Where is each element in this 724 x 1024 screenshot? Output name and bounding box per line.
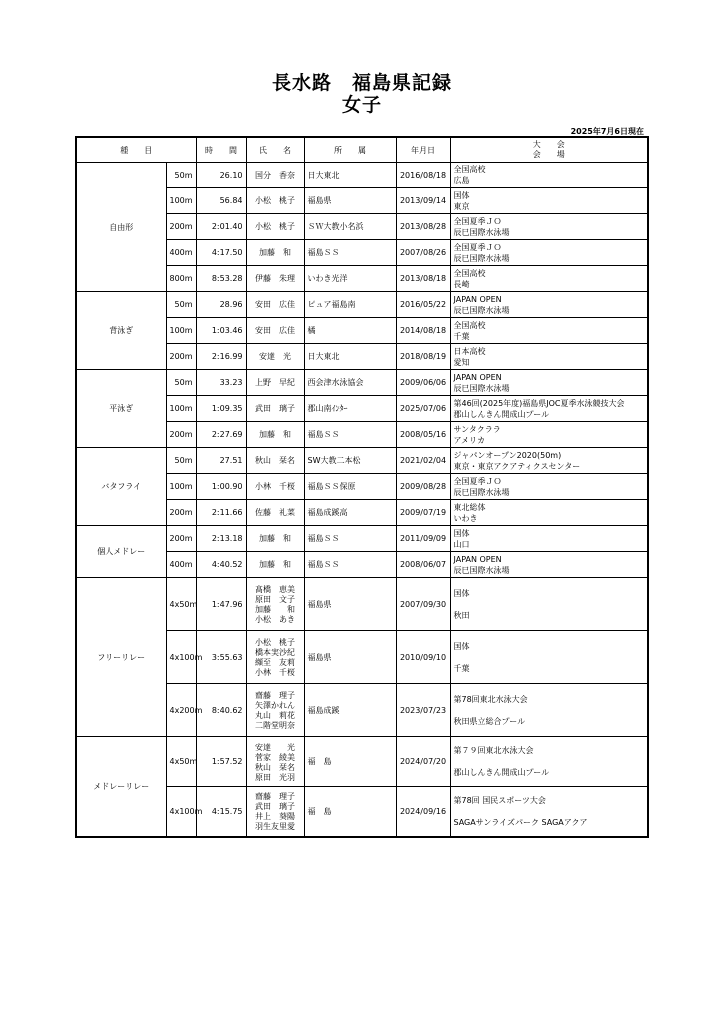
name-cell: 安田 広佳 — [246, 292, 304, 318]
page-subtitle: 女子 — [341, 94, 382, 116]
time-cell: 2:01.40 — [196, 214, 246, 240]
date-cell: 2016/05/22 — [396, 292, 450, 318]
as-of-date: 2025年7月6日現在 — [570, 127, 644, 136]
meet-cell — [450, 163, 648, 188]
relay-swimmer: 髙橋 恵美 — [255, 585, 295, 594]
table-row — [76, 163, 648, 188]
name-cell: 加藤 和 — [246, 526, 304, 552]
team-cell: 福 島 — [304, 787, 396, 837]
meet-name: 全国高校 — [453, 268, 486, 278]
distance-cell: 200m — [166, 344, 196, 370]
name-cell: 小松 桃子 — [246, 214, 304, 240]
team-cell: 福島ＳＳ — [304, 526, 396, 552]
date-cell: 2008/06/07 — [396, 552, 450, 578]
team-cell: 郡山南ｲﾝﾀｰ — [304, 396, 396, 422]
distance-cell: 400m — [166, 240, 196, 266]
venue-name: 郡山しんきん開成山プール — [453, 768, 550, 777]
venue-name: 辰巳国際水泳場 — [453, 487, 510, 497]
relay-swimmer: 加藤 和 — [255, 605, 295, 614]
venue-name: 東京・東京アクアティクスセンター — [453, 461, 581, 471]
table-row — [76, 370, 648, 396]
team-cell: ＳＷ大教小名浜 — [304, 214, 396, 240]
team-cell: 福島成蹊高 — [304, 500, 396, 526]
relay-swimmer: 安達 光 — [255, 742, 295, 752]
distance-cell: 200m — [166, 526, 196, 552]
relay-swimmer: 菅家 綾美 — [255, 752, 295, 762]
time-cell: 1:00.90 — [196, 474, 246, 500]
meet-cell — [450, 552, 648, 578]
time-cell: 8:40.62 — [196, 684, 246, 737]
event-butterfly: バタフライ — [76, 448, 166, 526]
time-cell: 28.96 — [196, 292, 246, 318]
distance-cell: 200m — [166, 422, 196, 448]
name-cell: 加藤 和 — [246, 240, 304, 266]
meet-name: 第７９回東北水泳大会 — [453, 746, 534, 755]
relay-swimmer: 橋本実沙紀 — [255, 648, 295, 657]
time-cell: 8:53.28 — [196, 266, 246, 292]
relay-names-cell — [246, 578, 304, 631]
distance-cell: 4x200m — [166, 684, 196, 737]
event-freestyle: 自由形 — [76, 163, 166, 292]
venue-name: 辰巳国際水泳場 — [453, 253, 510, 263]
time-cell: 1:03.46 — [196, 318, 246, 344]
distance-cell: 50m — [166, 448, 196, 474]
meet-name: 全国高校 — [453, 320, 486, 330]
meet-cell — [450, 500, 648, 526]
relay-swimmer: 二階堂明奈 — [255, 721, 295, 730]
date-cell: 2009/08/28 — [396, 474, 450, 500]
event-breaststroke: 平泳ぎ — [76, 370, 166, 448]
name-cell: 小林 千桜 — [246, 474, 304, 500]
event-backstroke: 背泳ぎ — [76, 292, 166, 370]
table-row — [76, 292, 648, 318]
team-cell: 福島県 — [304, 188, 396, 214]
time-cell: 56.84 — [196, 188, 246, 214]
distance-cell: 4x50m — [166, 578, 196, 631]
date-cell: 2021/02/04 — [396, 448, 450, 474]
relay-swimmer: 武田 璃子 — [255, 802, 295, 812]
venue-name: 辰巳国際水泳場 — [453, 383, 510, 393]
time-cell: 33.23 — [196, 370, 246, 396]
date-cell: 2007/08/26 — [396, 240, 450, 266]
relay-swimmer: 原田 文子 — [255, 595, 295, 604]
time-cell: 1:57.52 — [196, 737, 246, 787]
time-cell: 1:09.35 — [196, 396, 246, 422]
relay-names-cell — [246, 787, 304, 837]
team-cell: 福島ＳＳ — [304, 552, 396, 578]
distance-cell: 100m — [166, 188, 196, 214]
date-cell: 2011/09/09 — [396, 526, 450, 552]
meet-name: ジャパンオープン2020(50m) — [453, 450, 562, 460]
date-cell: 2013/08/28 — [396, 214, 450, 240]
team-cell: 福島県 — [304, 578, 396, 631]
time-cell: 2:13.18 — [196, 526, 246, 552]
table-row — [76, 578, 648, 631]
meet-name: 国体 — [453, 641, 470, 651]
team-cell: ピュア福島南 — [304, 292, 396, 318]
date-cell: 2016/08/18 — [396, 163, 450, 188]
date-cell: 2023/07/23 — [396, 684, 450, 737]
time-cell: 27.51 — [196, 448, 246, 474]
meet-name: 第46回(2025年度)福島県JOC夏季水泳競技大会 — [453, 398, 625, 408]
time-cell: 2:11.66 — [196, 500, 246, 526]
name-cell: 秋山 栞名 — [246, 448, 304, 474]
header-time: 時 間 — [196, 137, 246, 163]
distance-cell: 100m — [166, 474, 196, 500]
team-cell: 福島県 — [304, 631, 396, 684]
venue-name: 愛知 — [453, 357, 470, 367]
date-cell: 2024/07/20 — [396, 737, 450, 787]
venue-name: 長崎 — [453, 279, 470, 289]
header-meet: 大 会 — [532, 140, 565, 149]
date-cell: 2013/08/18 — [396, 266, 450, 292]
date-cell: 2018/08/19 — [396, 344, 450, 370]
venue-name: 秋田県立総合プール — [453, 716, 526, 726]
distance-cell: 400m — [166, 552, 196, 578]
distance-cell: 4x100m — [166, 787, 196, 837]
team-cell: 日大東北 — [304, 163, 396, 188]
team-cell: 西会津水泳協会 — [304, 370, 396, 396]
meet-name: 全国夏季ＪＯ — [453, 476, 502, 486]
venue-name: 辰巳国際水泳場 — [453, 565, 510, 575]
event-medley-relay: メドレーリレー — [76, 737, 166, 837]
meet-cell — [450, 578, 648, 631]
relay-swimmer: 小林 千桜 — [255, 668, 295, 677]
time-cell: 4:15.75 — [196, 787, 246, 837]
distance-cell: 50m — [166, 292, 196, 318]
name-cell: 上野 早紀 — [246, 370, 304, 396]
table-row — [76, 448, 648, 474]
meet-name: 国体 — [453, 190, 470, 200]
meet-cell — [450, 526, 648, 552]
distance-cell: 4x50m — [166, 737, 196, 787]
header-event: 種 目 — [76, 137, 196, 163]
header-date: 年月日 — [396, 137, 450, 163]
meet-cell — [450, 188, 648, 214]
venue-name: 山口 — [453, 539, 470, 549]
meet-name: 国体 — [453, 588, 470, 598]
meet-cell — [450, 474, 648, 500]
date-cell: 2025/07/06 — [396, 396, 450, 422]
team-cell: 福島成蹊 — [304, 684, 396, 737]
time-cell: 4:17.50 — [196, 240, 246, 266]
relay-swimmer: 纐至 友莉 — [255, 658, 295, 667]
name-cell: 小松 桃子 — [246, 188, 304, 214]
date-cell: 2007/09/30 — [396, 578, 450, 631]
relay-names-cell — [246, 737, 304, 787]
name-cell: 安達 光 — [246, 344, 304, 370]
date-cell: 2013/09/14 — [396, 188, 450, 214]
event-free-relay: フリーリレー — [76, 578, 166, 737]
meet-name: 全国高校 — [453, 165, 486, 174]
date-cell: 2009/07/19 — [396, 500, 450, 526]
date-cell: 2009/06/06 — [396, 370, 450, 396]
date-cell: 2024/09/16 — [396, 787, 450, 837]
team-cell: 福島ＳＳ — [304, 240, 396, 266]
venue-name: 千葉 — [453, 331, 470, 341]
name-cell: 佐藤 礼菜 — [246, 500, 304, 526]
name-cell: 武田 璃子 — [246, 396, 304, 422]
distance-cell: 800m — [166, 266, 196, 292]
meet-name: 第78回 国民スポーツ大会 — [453, 795, 546, 805]
header-venue: 会 場 — [532, 150, 565, 159]
venue-name: いわき — [453, 513, 478, 523]
meet-cell — [450, 344, 648, 370]
meet-name: JAPAN OPEN — [453, 294, 502, 304]
relay-swimmer: 齋藤 理子 — [255, 691, 295, 700]
meet-cell — [450, 422, 648, 448]
meet-name: 国体 — [453, 528, 470, 538]
team-cell: 福 島 — [304, 737, 396, 787]
venue-name: SAGAサンライズパーク SAGAアクア — [453, 817, 588, 827]
meet-name: JAPAN OPEN — [453, 554, 502, 564]
time-cell: 1:47.96 — [196, 578, 246, 631]
relay-swimmer: 原田 光羽 — [255, 772, 295, 782]
name-cell: 伊藤 朱理 — [246, 266, 304, 292]
date-cell: 2008/05/16 — [396, 422, 450, 448]
relay-names-cell — [246, 631, 304, 684]
meet-cell — [450, 396, 648, 422]
meet-cell — [450, 266, 648, 292]
relay-swimmer: 秋山 栞名 — [255, 762, 295, 772]
event-individual-medley: 個人メドレー — [76, 526, 166, 578]
meet-cell — [450, 448, 648, 474]
venue-name: 辰巳国際水泳場 — [453, 227, 510, 237]
date-cell: 2010/09/10 — [396, 631, 450, 684]
relay-swimmer: 丸山 莉花 — [255, 711, 295, 720]
distance-cell: 50m — [166, 163, 196, 188]
header-meet-venue — [450, 137, 648, 163]
header-team: 所 属 — [304, 137, 396, 163]
venue-name: 郡山しんきん開成山プール — [453, 409, 550, 419]
distance-cell: 4x100m — [166, 631, 196, 684]
relay-swimmer: 小松 桃子 — [255, 638, 295, 647]
name-cell: 加藤 和 — [246, 552, 304, 578]
meet-name: 日本高校 — [453, 346, 486, 356]
distance-cell: 200m — [166, 500, 196, 526]
team-cell: SW大教二本松 — [304, 448, 396, 474]
meet-cell — [450, 684, 648, 737]
date-cell: 2014/08/18 — [396, 318, 450, 344]
relay-swimmer: 羽生友里愛 — [255, 822, 295, 832]
meet-cell — [450, 214, 648, 240]
relay-swimmer: 矢澤かれん — [255, 701, 295, 710]
meet-name: 東北総体 — [453, 502, 486, 512]
table-header-row — [76, 137, 648, 163]
venue-name: 辰巳国際水泳場 — [453, 305, 510, 315]
venue-name: 千葉 — [453, 663, 470, 673]
meet-cell — [450, 737, 648, 787]
distance-cell: 50m — [166, 370, 196, 396]
header-name: 氏 名 — [246, 137, 304, 163]
meet-name: 全国夏季ＪＯ — [453, 216, 502, 226]
name-cell: 安田 広佳 — [246, 318, 304, 344]
table-row — [76, 737, 648, 787]
meet-name: JAPAN OPEN — [453, 372, 502, 382]
meet-cell — [450, 370, 648, 396]
table-row — [76, 526, 648, 552]
page-title: 長水路 福島県記録 — [271, 72, 452, 94]
meet-cell — [450, 318, 648, 344]
meet-cell — [450, 631, 648, 684]
relay-swimmer: 齋藤 理子 — [255, 792, 295, 802]
time-cell: 2:27.69 — [196, 422, 246, 448]
venue-name: アメリカ — [453, 435, 485, 445]
relay-swimmer: 井上 葵陽 — [255, 812, 295, 822]
team-cell: 日大東北 — [304, 344, 396, 370]
distance-cell: 100m — [166, 318, 196, 344]
relay-names-cell — [246, 684, 304, 737]
distance-cell: 200m — [166, 214, 196, 240]
meet-name: 全国夏季ＪＯ — [453, 242, 502, 252]
meet-cell — [450, 292, 648, 318]
name-cell: 国分 香奈 — [246, 163, 304, 188]
team-cell: 福島ＳＳ保原 — [304, 474, 396, 500]
time-cell: 4:40.52 — [196, 552, 246, 578]
venue-name: 秋田 — [453, 610, 470, 620]
team-cell: 福島ＳＳ — [304, 422, 396, 448]
distance-cell: 100m — [166, 396, 196, 422]
venue-name: 広島 — [453, 176, 470, 185]
meet-cell — [450, 787, 648, 837]
time-cell: 3:55.63 — [196, 631, 246, 684]
time-cell: 2:16.99 — [196, 344, 246, 370]
venue-name: 東京 — [453, 201, 470, 211]
name-cell: 加藤 和 — [246, 422, 304, 448]
records-table — [75, 136, 649, 838]
meet-cell — [450, 240, 648, 266]
relay-swimmer: 小松 あき — [255, 615, 295, 624]
meet-name: サンタクララ — [453, 424, 501, 434]
time-cell: 26.10 — [196, 163, 246, 188]
team-cell: 橘 — [304, 318, 396, 344]
team-cell: いわき光洋 — [304, 266, 396, 292]
meet-name: 第78回東北水泳大会 — [453, 694, 528, 704]
